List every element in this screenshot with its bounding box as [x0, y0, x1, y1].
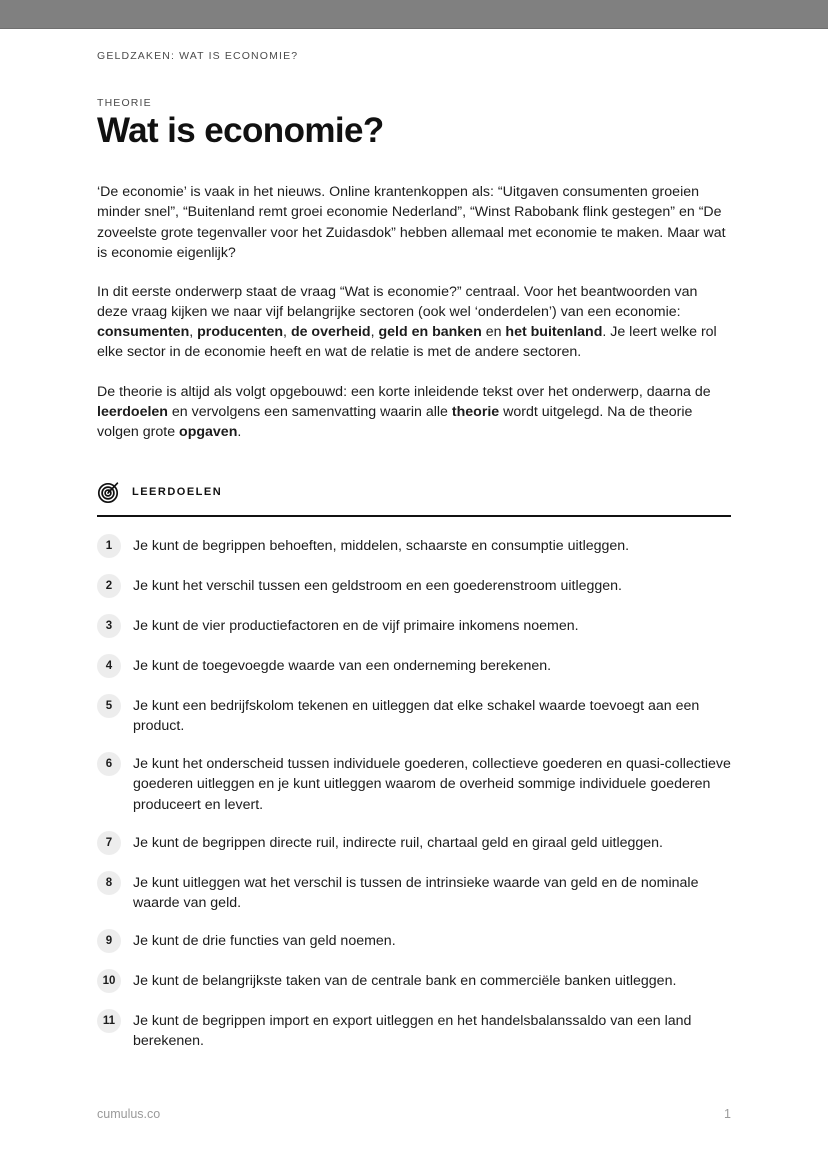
intro-paragraph-2 — [97, 282, 731, 363]
learning-goal-item — [97, 830, 731, 855]
learning-goal-text: Je kunt de begrippen directe ruil, indirecte ruil, chartaal geld en giraal geld uitleggen. — [133, 834, 663, 851]
intro-text-block — [97, 182, 731, 442]
p2-text-1: In dit eerste onderwerp staat de vraag “Wat is economie?” centraal. Voor het beantwoorden van deze vraag kijken we naar vijf belangrijke sectoren (ook wel ‘onderdelen’) van een economie: — [97, 283, 698, 321]
learning-goal-text: Je kunt het onderscheid tussen individuele goederen, collectieve goederen en quasi-collectieve goederen uitleggen en je kunt uitleggen waarom de overheid sommige individuele goederen produceert en levert. — [133, 756, 731, 813]
learning-goal-item — [97, 928, 731, 953]
intro-paragraph-1: ‘De economie’ is vaak in het nieuws. Online krantenkoppen als: “Uitgaven consumenten groeien minder snel”, “Buitenland remt groei economie Nederland”, “Winst Rabobank flink gestegen” en “De zoveelste grote tegenvaller voor het Zuidasdok” hebben allemaal met economie te maken. Maar wat is economie eigenlijk? — [97, 184, 726, 261]
term-opgaven: opgaven — [179, 423, 238, 440]
learning-goal-number: 7 — [97, 831, 121, 855]
p3-text-3: wordt uitgelegd. Na de theorie volgen grote — [97, 403, 693, 440]
document-page — [0, 29, 828, 1171]
learning-goal-item — [97, 613, 731, 638]
learning-goal-number: 10 — [97, 969, 121, 993]
section-divider — [97, 515, 731, 517]
learning-goal-number: 11 — [97, 1009, 121, 1033]
learning-goal-text: Je kunt de drie functies van geld noemen. — [133, 933, 396, 950]
term-theorie: theorie — [451, 403, 500, 420]
learning-goal-item — [97, 968, 731, 993]
learning-goal-item — [97, 693, 731, 736]
learning-goal-text: Je kunt de begrippen behoeften, middelen, schaarste en consumptie uitleggen. — [133, 537, 630, 554]
term-leerdoelen: leerdoelen — [97, 403, 168, 420]
learning-goal-text: Je kunt de belangrijkste taken van de centrale bank en commerciële banken uitleggen. — [133, 973, 677, 990]
p2-sep-4: en — [481, 324, 506, 341]
sector-buitenland: het buitenland — [505, 324, 603, 341]
footer-page-number: 1 — [724, 1107, 731, 1121]
learning-goal-number: 4 — [97, 654, 121, 678]
learning-goal-text: Je kunt de vier productiefactoren en de vijf primaire inkomens noemen. — [133, 617, 579, 634]
breadcrumb: GELDZAKEN: WAT IS ECONOMIE? — [97, 50, 299, 62]
learning-goal-text: Je kunt de toegevoegde waarde van een onderneming berekenen. — [133, 657, 552, 674]
p2-sep-1: , — [189, 324, 198, 341]
page-title: Wat is economie? — [97, 111, 384, 150]
sector-geld-en-banken: geld en banken — [378, 324, 482, 341]
sector-producenten: producenten — [197, 324, 284, 341]
intro-paragraph-3 — [97, 382, 731, 442]
target-bullseye-icon — [97, 480, 121, 504]
page-footer — [97, 1107, 731, 1121]
learning-goal-text: Je kunt een bedrijfskolom tekenen en uitleggen dat elke schakel waarde toevoegt aan een product. — [133, 697, 700, 735]
learning-goal-item — [97, 870, 731, 913]
learning-goal-number: 6 — [97, 752, 121, 776]
p2-text-2: . Je leert welke rol elke sector in de economie heeft en wat de relatie is met de andere sectoren. — [97, 324, 717, 361]
learning-goal-item — [97, 533, 731, 558]
leerdoelen-label: LEERDOELEN — [132, 485, 223, 498]
section-eyebrow: THEORIE — [97, 97, 152, 109]
learning-goal-number: 9 — [97, 929, 121, 953]
p2-sep-2: , — [283, 324, 291, 341]
learning-goal-item — [97, 653, 731, 678]
learning-goal-number: 5 — [97, 694, 121, 718]
learning-goal-text: Je kunt het verschil tussen een geldstroom en een goederenstroom uitleggen. — [133, 577, 622, 594]
learning-goal-item — [97, 751, 731, 814]
learning-goal-number: 8 — [97, 871, 121, 895]
learning-goal-text: Je kunt de begrippen import en export uitleggen en het handelsbalanssaldo van een land berekenen. — [133, 1013, 692, 1050]
p3-text-4: . — [237, 423, 242, 440]
p3-text-1: De theorie is altijd als volgt opgebouwd: een korte inleidende tekst over het onderwerp, daarna de — [97, 383, 711, 400]
sector-consumenten: consumenten — [97, 324, 190, 341]
window-chrome-bar — [0, 0, 828, 29]
learning-goal-number: 2 — [97, 574, 121, 598]
learning-goal-item — [97, 573, 731, 598]
learning-goal-number: 3 — [97, 614, 121, 638]
leerdoelen-section-header — [97, 480, 731, 504]
p2-sep-3: , — [370, 324, 379, 341]
learning-goal-text: Je kunt uitleggen wat het verschil is tussen de intrinsieke waarde van geld en de nominale waarde van geld. — [133, 874, 699, 911]
learning-goal-item — [97, 1008, 731, 1051]
sector-overheid: de overheid — [290, 324, 371, 341]
footer-site: cumulus.co — [97, 1107, 161, 1121]
learning-goal-number: 1 — [97, 534, 121, 558]
learning-goals-list — [97, 533, 731, 1051]
p3-text-2: en vervolgens een samenvatting waarin alle — [167, 403, 452, 420]
